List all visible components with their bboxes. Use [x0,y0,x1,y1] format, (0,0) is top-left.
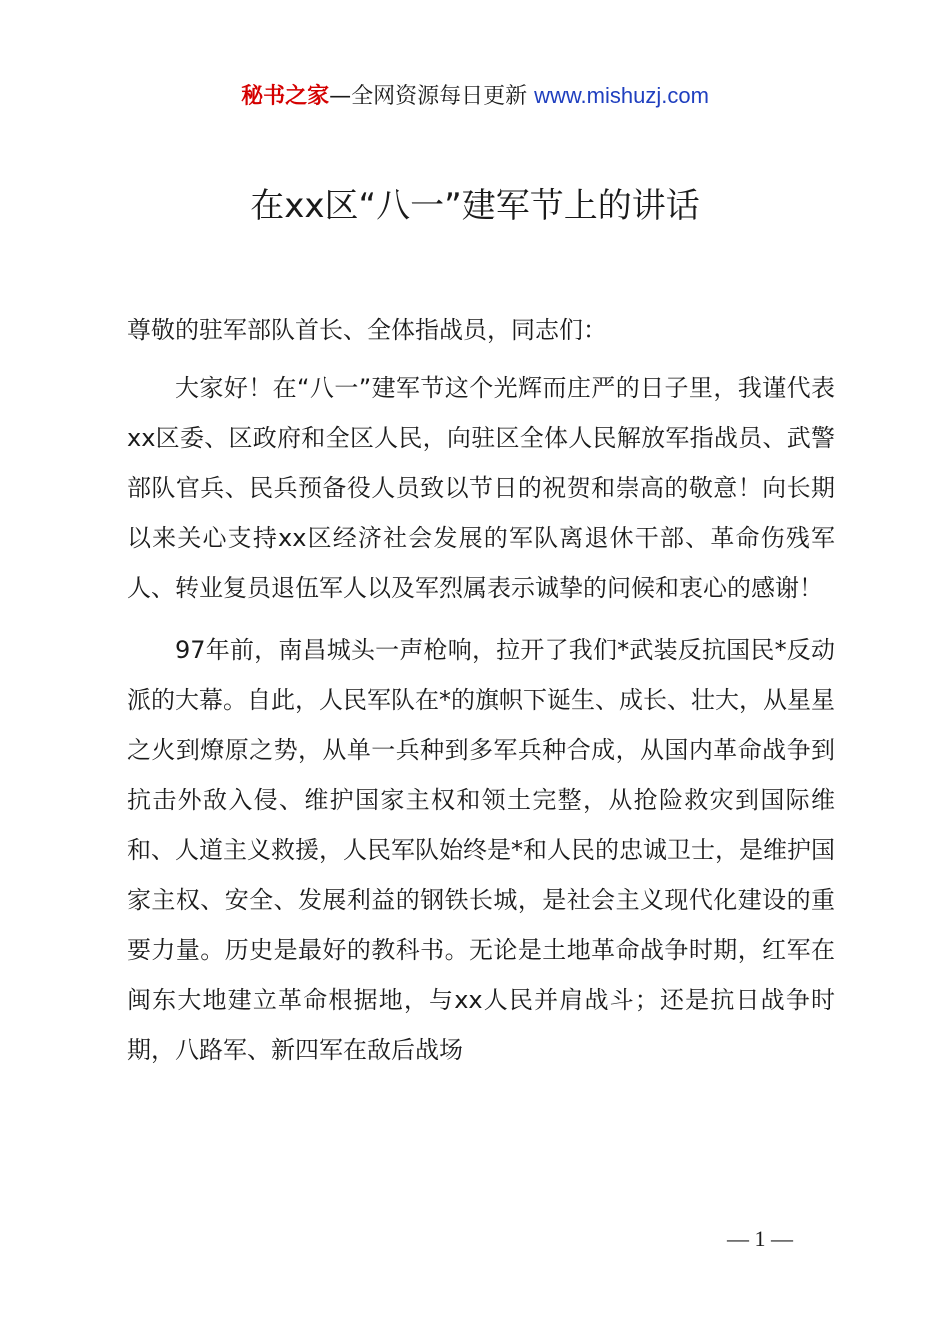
site-tagline: —全网资源每日更新 [329,84,535,109]
body-paragraph-1: 大家好！在“八一”建军节这个光辉而庄严的日子里，我谨代表xx区委、区政府和全区人民，向驻区全体人民解放军指战员、武警部队官兵、民兵预备役人员致以节日的祝贺和崇高的敬意！向长期以来关心支持xx区经济社会发展的军队离退休干部、革命伤残军人、转业复员退伍军人以及军烈属表示诚挚的问候和衷心的感谢！ [127,374,835,602]
page-number: — 1 — [727,1226,793,1251]
body-paragraph-2: 97年前，南昌城头一声枪响，拉开了我们*武装反抗国民*反动派的大幕。自此，人民军队在*的旗帜下诞生、成长、壮大，从星星之火到燎原之势，从单一兵种到多军兵种合成，从国内革命战争到抗击外敌入侵、维护国家主权和领土完整，从抢险救灾到国际维和、人道主义救援，人民军队始终是*和人民的忠诚卫士，是维护国家主权、安全、发展利益的钢铁长城，是社会主义现代化建设的重要力量。历史是最好的教科书。无论是土地革命战争时期，红军在闽东大地建立革命根据地，与xx人民并肩战斗；还是抗日战争时期，八路军、新四军在敌后战场 [127,636,835,1064]
site-header-banner [0,80,950,113]
salutation: 尊敬的驻军部队首长、全体指战员，同志们： [127,316,607,344]
document-body [127,305,835,1087]
site-brand-name: 秘书之家 [241,84,330,109]
document-title: 在xx区“八一”建军节上的讲话 [250,186,700,226]
site-url-link[interactable]: www.mishuzj.com [534,83,709,108]
